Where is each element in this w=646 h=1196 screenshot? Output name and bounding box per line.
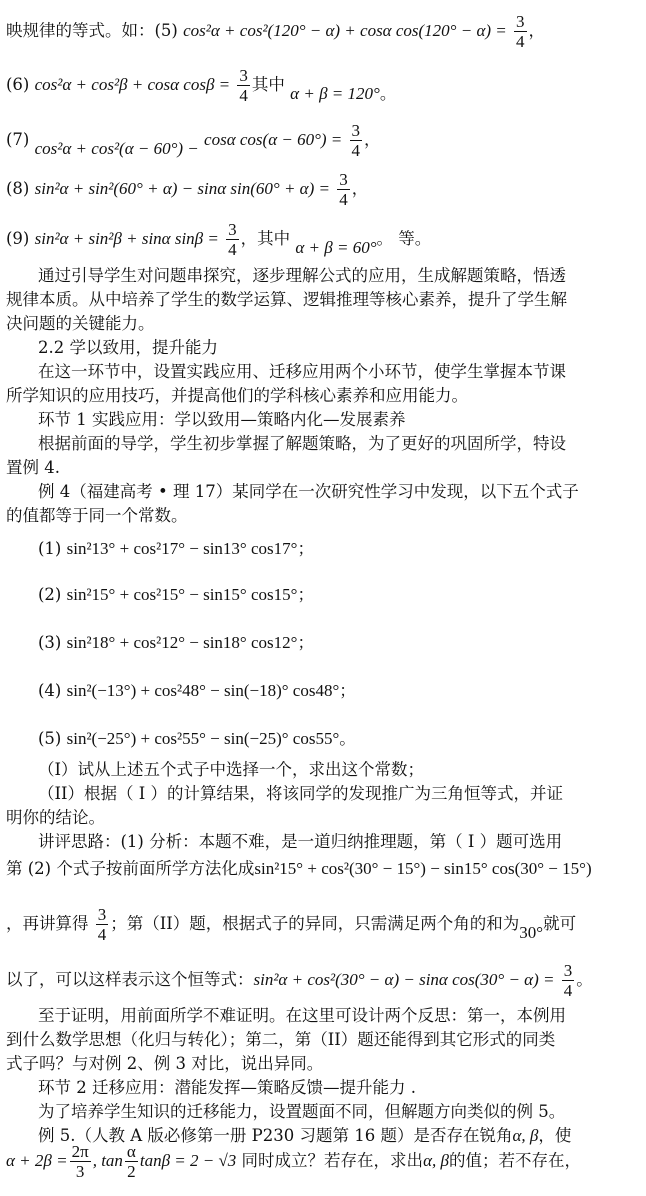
paragraph-line: 所学知识的应用技巧，并提高他们的学科核心素养和应用能力。 (6, 386, 468, 405)
paragraph-line: 式子吗？与对例 2、例 3 对比，说出异同。 (6, 1054, 324, 1073)
commentary-line: ，再讲算得 $\frac{3}{4}$ ；第（II）题，根据式子的异同，只需满足两个角的和为30°就可 (6, 905, 577, 944)
paragraph-line: 置例 4. (6, 458, 60, 477)
formula: sin²(−25°) + cos²55° − sin(−25)° cos55° (66, 729, 340, 748)
formula-line-9: (9) sin²α + sin²β + sinα sinβ = $\frac{3}{4}$ ，其中 α + β = 60°。 等。 (6, 220, 432, 259)
example-condition-line: α + 2β = $\frac{2\pi}{3}$ , tan $\frac{\alpha}{2}$ tanβ = 2 − √3 同时成立？若存在，求出α, β的值；若不存在， (6, 1142, 581, 1181)
formula: sin²13° + cos²17° − sin13° cos17° (66, 539, 298, 558)
angle-value: 30° (519, 923, 544, 942)
formula-line-8: (8) sin²α + sin²(60° + α) − sinα sin(60° + α) = $\frac{3}{4}$ ， (6, 170, 369, 209)
fraction: $\frac{3}{4}$ (339, 170, 348, 209)
paragraph-line: 规律本质。从中培养了学生的数学运算、逻辑推理等核心素养，提升了学生解 (6, 290, 567, 309)
paragraph-line: 通过引导学生对问题串探究，逐步理解公式的应用，生成解题策略，悟透 (38, 266, 566, 285)
formula: cos²α + cos²(α − 60°) − (34, 139, 199, 158)
expression-1: (1) sin²13° + cos²17° − sin13° cos17°； (38, 539, 314, 558)
fraction: $\frac{3}{4}$ (97, 905, 107, 944)
formula: sin²18° + cos²12° − sin18° cos12° (66, 633, 298, 652)
condition: α + β = 60° (295, 238, 377, 257)
subsection-heading: 环节 2 迁移应用：潜能发挥—策略反馈—提升能力 . (38, 1078, 416, 1097)
expression-3: (3) sin²18° + cos²12° − sin18° cos12°； (38, 633, 314, 652)
commentary-line: 第 (2) 个式子按前面所学方法化成sin²15° + cos²(30° − 15°) − sin15° cos(30° − 15°) (6, 859, 592, 878)
formula-line-6: (6) cos²α + cos²β + cosα cosβ = $\frac{3}{4}$ 其中 α + β = 120°。 (6, 66, 397, 105)
expression-5: (5) sin²(−25°) + cos²55° − sin(−25)° cos55°。 (38, 729, 356, 748)
example-line: 的值都等于同一个常数。 (6, 506, 188, 525)
question-2: 明你的结论。 (6, 808, 105, 827)
formula: cos²α + cos²β + cosα cosβ = (34, 75, 231, 94)
section-heading: 2.2 学以致用，提升能力 (38, 338, 218, 357)
paragraph-line: 到什么数学思想（化归与转化）；第二，第（II）题还能得到其它形式的同类 (6, 1030, 556, 1049)
fraction: $\frac{3}{4}$ (239, 66, 248, 105)
paragraph-line: 在这一环节中，设置实践应用、迁移应用两个小环节，使学生掌握本节课 (38, 362, 566, 381)
formula-line-5: 映规律的等式。如：(5) cos²α + cos²(120° − α) + cosα cos(120° − α) = $\frac{3}{4}$ ， (6, 12, 546, 51)
formula: cosα cos(α − 60°) = (204, 130, 343, 149)
formula: cos²α + cos²(120° − α) + cosα cos(120° − α) = (183, 21, 507, 40)
formula-line-7: (7) cos²α + cos²(α − 60°) − cosα cos(α − 60°) = $\frac{3}{4}$ ， (6, 121, 381, 160)
fraction: $\frac{\alpha}{2}$ (126, 1142, 136, 1181)
formula: sin²(−13°) + cos²48° − sin(−18)° cos48° (66, 681, 340, 700)
fraction: $\frac{3}{4}$ (228, 220, 237, 259)
paragraph-line: 至于证明，用前面所学不难证明。在这里可设计两个反思：第一，本例用 (38, 1006, 566, 1025)
commentary-line: 讲评思路：(1) 分析：本题不难，是一道归纳推理题，第（ I ）题可选用 (38, 832, 563, 851)
question-2: （II）根据（ I ）的计算结果，将该同学的发现推广为三角恒等式，并证 (38, 784, 564, 803)
paragraph-line: 根据前面的导学，学生初步掌握了解题策略，为了更好的巩固所学，特设 (38, 434, 566, 453)
formula: sin²α + sin²(60° + α) − sinα sin(60° + α) = (34, 179, 330, 198)
question-1: （I）试从上述五个式子中选择一个，求出这个常数； (38, 760, 425, 779)
angle-symbols: α, β (512, 1126, 539, 1145)
fraction: $\frac{2\pi}{3}$ (71, 1142, 89, 1181)
formula: sin²α + cos²(30° − α) − sinα cos(30° − α) = (253, 970, 555, 989)
example-line: 例 5.（人教 A 版必修第一册 P230 习题第 16 题）是否存在锐角α, β，使 (38, 1126, 572, 1145)
formula: sin²15° + cos²15° − sin15° cos15° (66, 585, 298, 604)
expression-4: (4) sin²(−13°) + cos²48° − sin(−18)° cos48°； (38, 681, 356, 700)
condition: α + β = 120° (290, 84, 380, 103)
fraction: $\frac{3}{4}$ (563, 961, 573, 1000)
fraction: $\frac{3}{4}$ (351, 121, 361, 160)
example-line: 例 4（福建高考 • 理 17）某同学在一次研究性学习中发现，以下五个式子 (38, 482, 579, 501)
commentary-line: 以了，可以这样表示这个恒等式：sin²α + cos²(30° − α) − sinα cos(30° − α) = $\frac{3}{4}$ 。 (6, 961, 593, 1000)
fraction: $\frac{3}{4}$ (516, 12, 525, 51)
paragraph-line: 为了培养学生知识的迁移能力，设置题面不同，但解题方向类似的例 5。 (38, 1102, 566, 1121)
formula: sin²15° + cos²(30° − 15°) − sin15° cos(30° − 15°) (254, 859, 592, 878)
formula: sin²α + sin²β + sinα sinβ = (34, 229, 219, 248)
expression-2: (2) sin²15° + cos²15° − sin15° cos15°； (38, 585, 314, 604)
paragraph-line: 决问题的关键能力。 (6, 314, 155, 333)
subsection-heading: 环节 1 实践应用：学以致用—策略内化—发展素养 (38, 410, 406, 429)
